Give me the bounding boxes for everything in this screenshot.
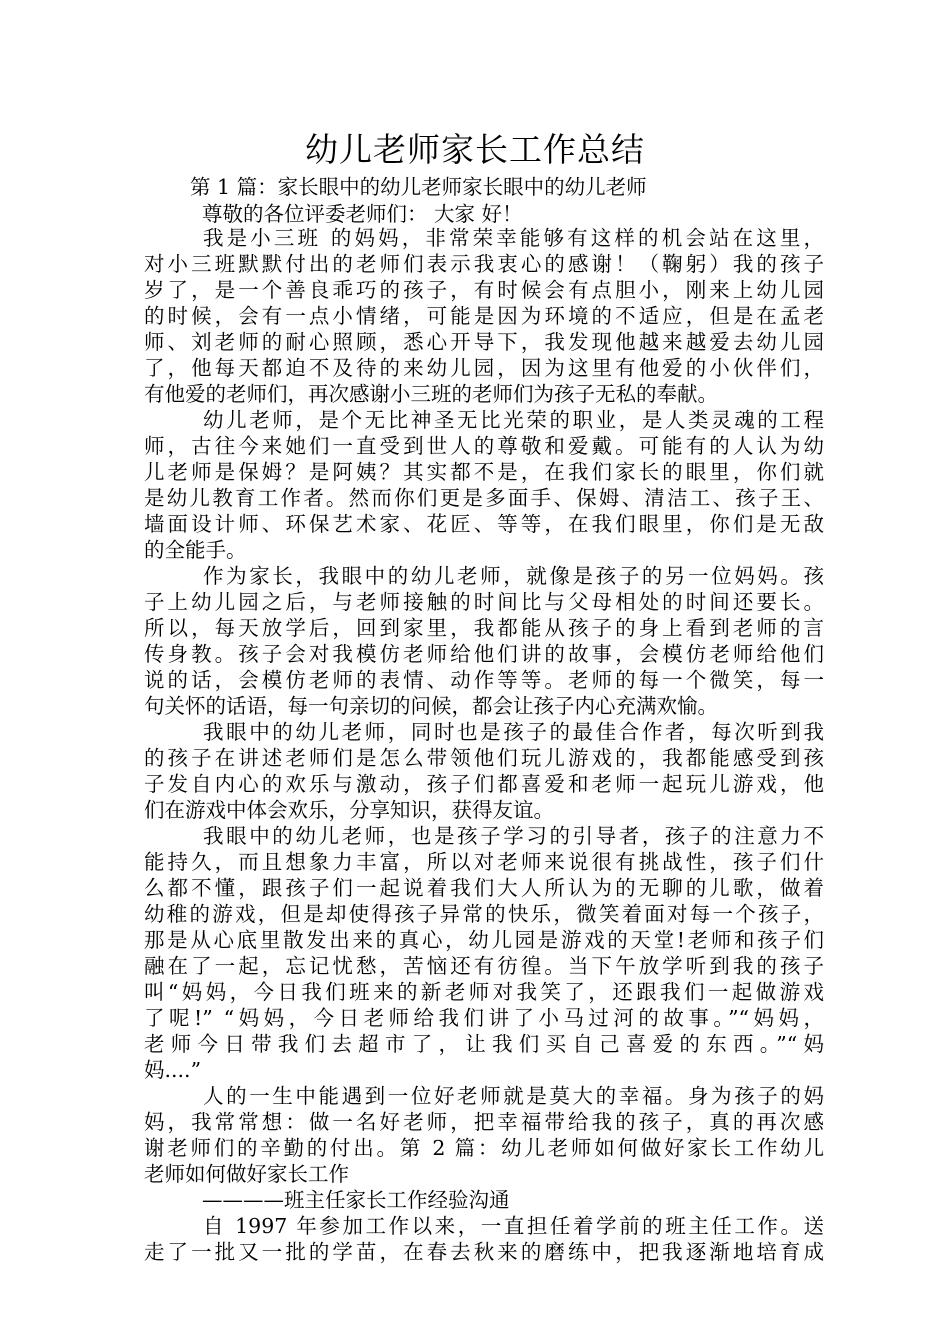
body-line: 幼稚的游戏，但是却使得孩子异常的快乐，微笑着面对每一个孩子， [144,902,824,926]
body-line: 的时候，会有一点小情绪，可能是因为环境的不适应，但是在孟老 [144,304,824,328]
body-line: 融在了一起，忘记忧愁，苦恼还有彷徨。当下午放学听到我的孩子 [144,954,824,978]
body-line: 了，他每天都迫不及待的来幼儿园，因为这里有他爱的小伙伴们， [144,356,824,380]
body-line: 有他爱的老师们，再次感谢小三班的老师们为孩子无私的奉献。 [144,382,718,406]
body-line: 老师如何做好家长工作 [144,1162,349,1186]
body-line: 么都不懂，跟孩子们一起说着我们大人所认为的无聊的儿歌，做着 [144,876,824,900]
body-line: 说的话，会模仿老师的表情、动作等等。老师的每一个微笑，每一 [144,668,824,692]
document-title: 幼儿老师家长工作总结 [305,130,645,169]
body-line: 那是从心底里散发出来的真心，幼儿园是游戏的天堂!老师和孩子们 [144,928,824,952]
body-line: 的全能手。 [144,538,247,562]
body-line: 儿老师是保姆？是阿姨？其实都不是，在我们家长的眼里，你们就 [144,460,824,484]
section-heading: 第 1 篇：家长眼中的幼儿老师家长眼中的幼儿老师 [190,175,647,199]
body-line: 们在游戏中体会欢乐，分享知识，获得友谊。 [144,798,554,822]
body-line: 谢老师们的辛勤的付出。第 2 篇：幼儿老师如何做好家长工作幼儿 [144,1136,824,1160]
body-line: 能持久，而且想象力丰富，所以对老师来说很有挑战性，孩子们什 [144,850,824,874]
body-line: 走了一批又一批的学苗，在春去秋来的磨练中，把我逐渐地培育成 [144,1240,824,1264]
body-line: 老师今日带我们去超市了，让我们买自己喜爱的东西。”“妈 [144,1032,824,1056]
body-line: 对小三班默默付出的老师们表示我衷心的感谢！（鞠躬）我的孩子 [144,252,824,276]
body-line: 我眼中的幼儿老师，也是孩子学习的引导者，孩子的注意力不 [203,824,824,848]
body-line: 的孩子在讲述老师们是怎么带领他们玩儿游戏的，我都能感受到孩 [144,746,824,770]
body-line: 是幼儿教育工作者。然而你们更是多面手、保姆、清洁工、孩子王、 [144,486,824,510]
body-line: 我是小三班 的妈妈，非常荣幸能够有这样的机会站在这里， [203,226,824,250]
body-line: 句关怀的话语，每一句亲切的问候，都会让孩子内心充满欢愉。 [144,694,718,718]
body-line: 叫“妈妈，今日我们班来的新老师对我笑了，还跟我们一起做游戏 [144,980,824,1004]
body-line: 尊敬的各位评委老师们： 大家 好！ [202,202,523,226]
body-line: 了呢!” “妈妈，今日老师给我们讲了小马过河的故事。”“妈妈， [144,1006,824,1030]
body-line: 所以，每天放学后，回到家里，我都能从孩子的身上看到老师的言 [144,616,824,640]
body-line: 传身教。孩子会对我模仿老师给他们讲的故事，会模仿老师给他们 [144,642,824,666]
body-line: 子发自内心的欢乐与激动，孩子们都喜爱和老师一起玩儿游戏，他 [144,772,824,796]
body-line: 作为家长，我眼中的幼儿老师，就像是孩子的另一位妈妈。孩 [203,564,824,588]
body-line: 我眼中的幼儿老师，同时也是孩子的最佳合作者，每次听到我 [203,720,824,744]
body-line: 子上幼儿园之后，与老师接触的时间比与父母相处的时间还要长。 [144,590,824,614]
body-line: 幼儿老师，是个无比神圣无比光荣的职业，是人类灵魂的工程 [203,408,824,432]
body-line: 师、刘老师的耐心照顾，悉心开导下，我发现他越来越爱去幼儿园 [144,330,824,354]
body-line: 墙面设计师、环保艺术家、花匠、等等，在我们眼里，你们是无敌 [144,512,824,536]
body-line: 妈....” [144,1058,202,1082]
body-line: 师，古往今来她们一直受到世人的尊敬和爱戴。可能有的人认为幼 [144,434,824,458]
body-line: 人的一生中能遇到一位好老师就是莫大的幸福。身为孩子的妈 [203,1084,824,1108]
body-line: 自 1997 年参加工作以来，一直担任着学前的班主任工作。送 [203,1214,824,1238]
subheading: ————班主任家长工作经验沟通 [202,1188,510,1212]
body-line: 岁了，是一个善良乖巧的孩子，有时候会有点胆小，刚来上幼儿园 [144,278,824,302]
body-line: 妈，我常常想：做一名好老师，把幸福带给我的孩子，真的再次感 [144,1110,824,1134]
